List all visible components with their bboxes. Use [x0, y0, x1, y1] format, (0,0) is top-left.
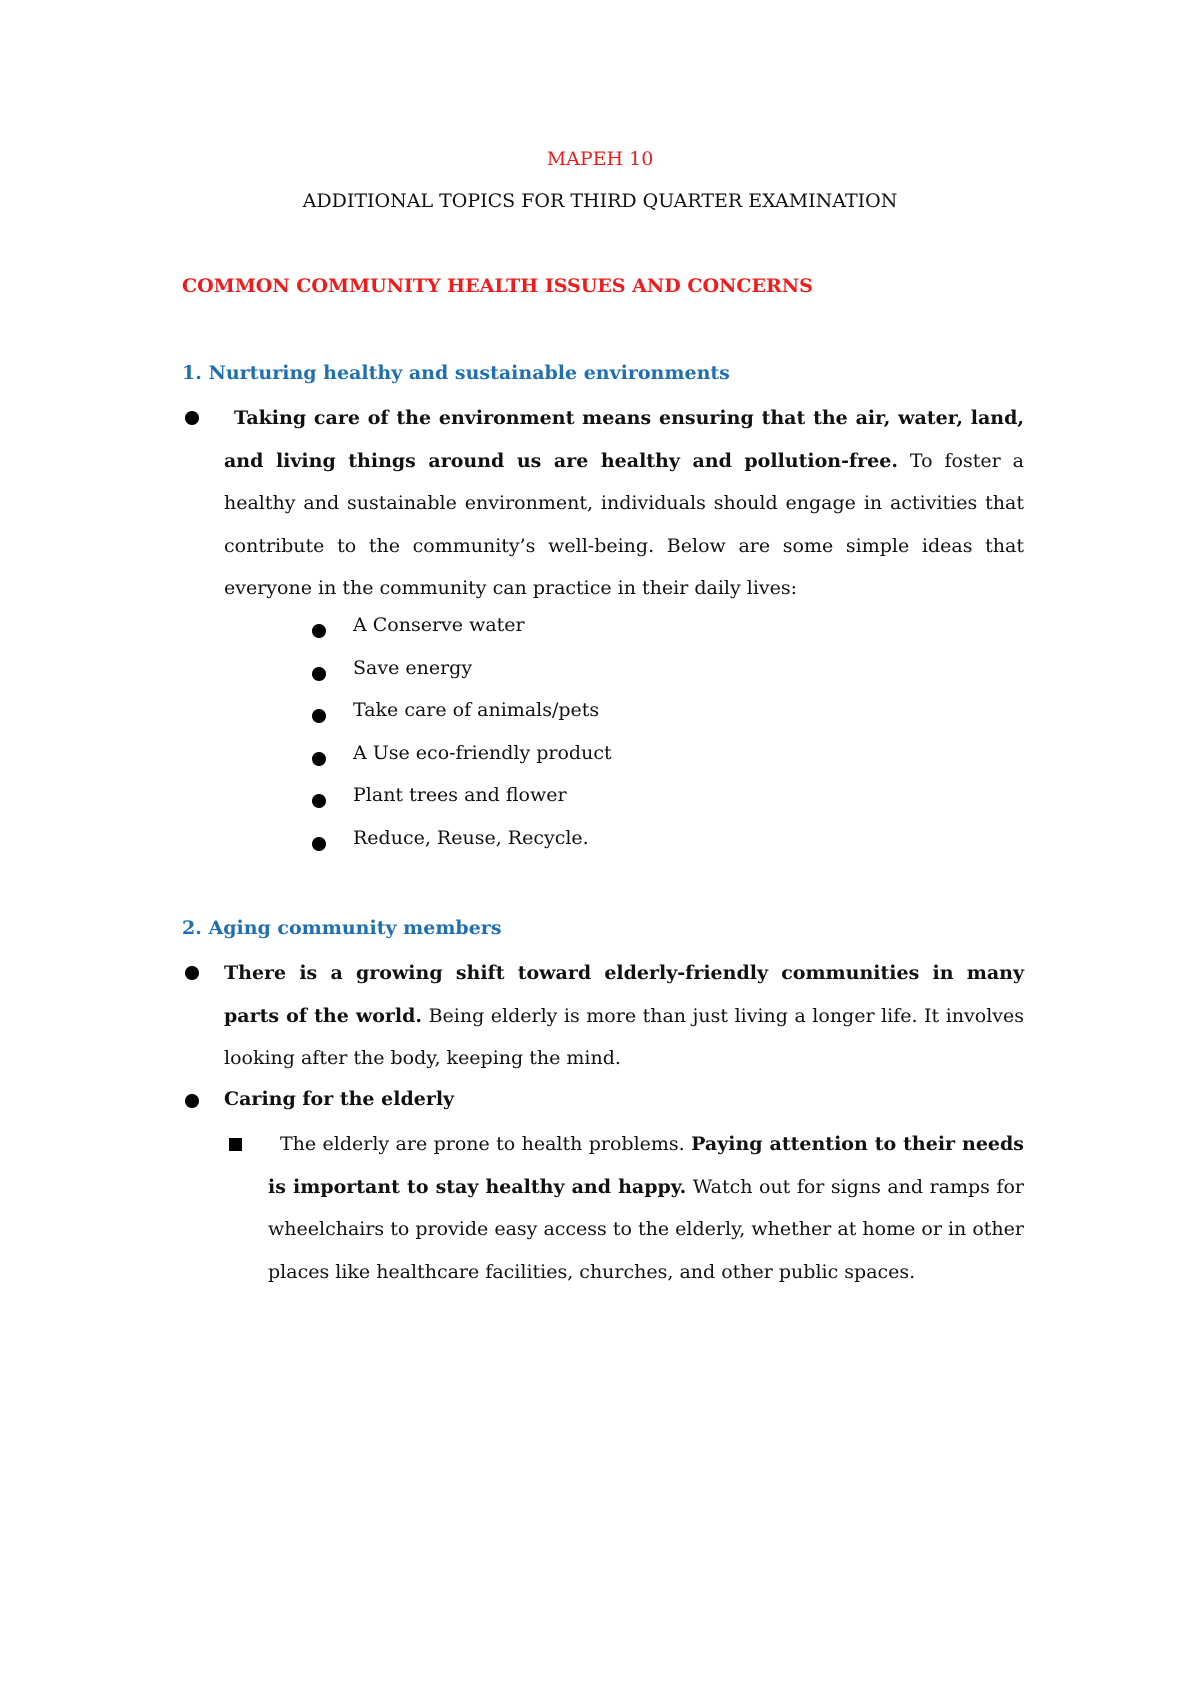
bullet-icon	[312, 752, 326, 766]
list-item: Take care of animals/pets	[353, 699, 600, 721]
section1-paragraph	[224, 397, 1024, 610]
bullet-icon	[185, 1094, 199, 1108]
bullet-icon	[312, 709, 326, 723]
list-item: A Use eco-friendly product	[353, 742, 612, 764]
section2-heading: 2. Aging community members	[182, 917, 502, 939]
caring-text-1: The elderly are prone to health problems.	[280, 1133, 692, 1155]
section1-bold-text: Taking care of the environment means ensuring that the air, water, land, and living things around us are healthy and pollution-free.	[224, 407, 1024, 472]
bullet-icon	[185, 966, 199, 980]
document-title: MAPEH 10	[546, 148, 654, 170]
section1-body-text: To foster a healthy and sustainable environment, individuals should engage in activities that contribute to the community’s well-being. Below are some simple ideas that everyone in the community can practice in their daily lives:	[224, 449, 1024, 600]
section1-heading: 1. Nurturing healthy and sustainable environments	[182, 362, 730, 384]
bullet-icon	[185, 411, 199, 425]
list-item: Reduce, Reuse, Recycle.	[353, 827, 589, 849]
bullet-icon	[312, 667, 326, 681]
caring-heading: Caring for the elderly	[224, 1088, 455, 1110]
square-bullet-icon	[229, 1138, 242, 1151]
section2-bold-text: There is a growing shift toward elderly-friendly communities in many parts of the world.	[224, 962, 1024, 1027]
bullet-icon	[312, 837, 326, 851]
bullet-icon	[312, 624, 326, 638]
list-item: Plant trees and flower	[353, 784, 567, 806]
bullet-icon	[312, 794, 326, 808]
caring-paragraph	[268, 1123, 1024, 1293]
document-subtitle: ADDITIONAL TOPICS FOR THIRD QUARTER EXAMINATION	[302, 190, 898, 212]
section2-body-text: Being elderly is more than just living a longer life. It involves looking after the body, keeping the mind.	[224, 1004, 1025, 1070]
caring-bold-text: Paying attention to their needs is important to stay healthy and happy.	[268, 1133, 1024, 1198]
main-heading: COMMON COMMUNITY HEALTH ISSUES AND CONCERNS	[182, 275, 813, 297]
list-item: A Conserve water	[353, 614, 525, 636]
caring-text-2: Watch out for signs and ramps for wheelchairs to provide easy access to the elderly, whether at home or in other places like healthcare facilities, churches, and other public spaces.	[268, 1175, 1024, 1283]
list-item: Save energy	[353, 657, 473, 679]
section2-paragraph	[224, 952, 1024, 1080]
